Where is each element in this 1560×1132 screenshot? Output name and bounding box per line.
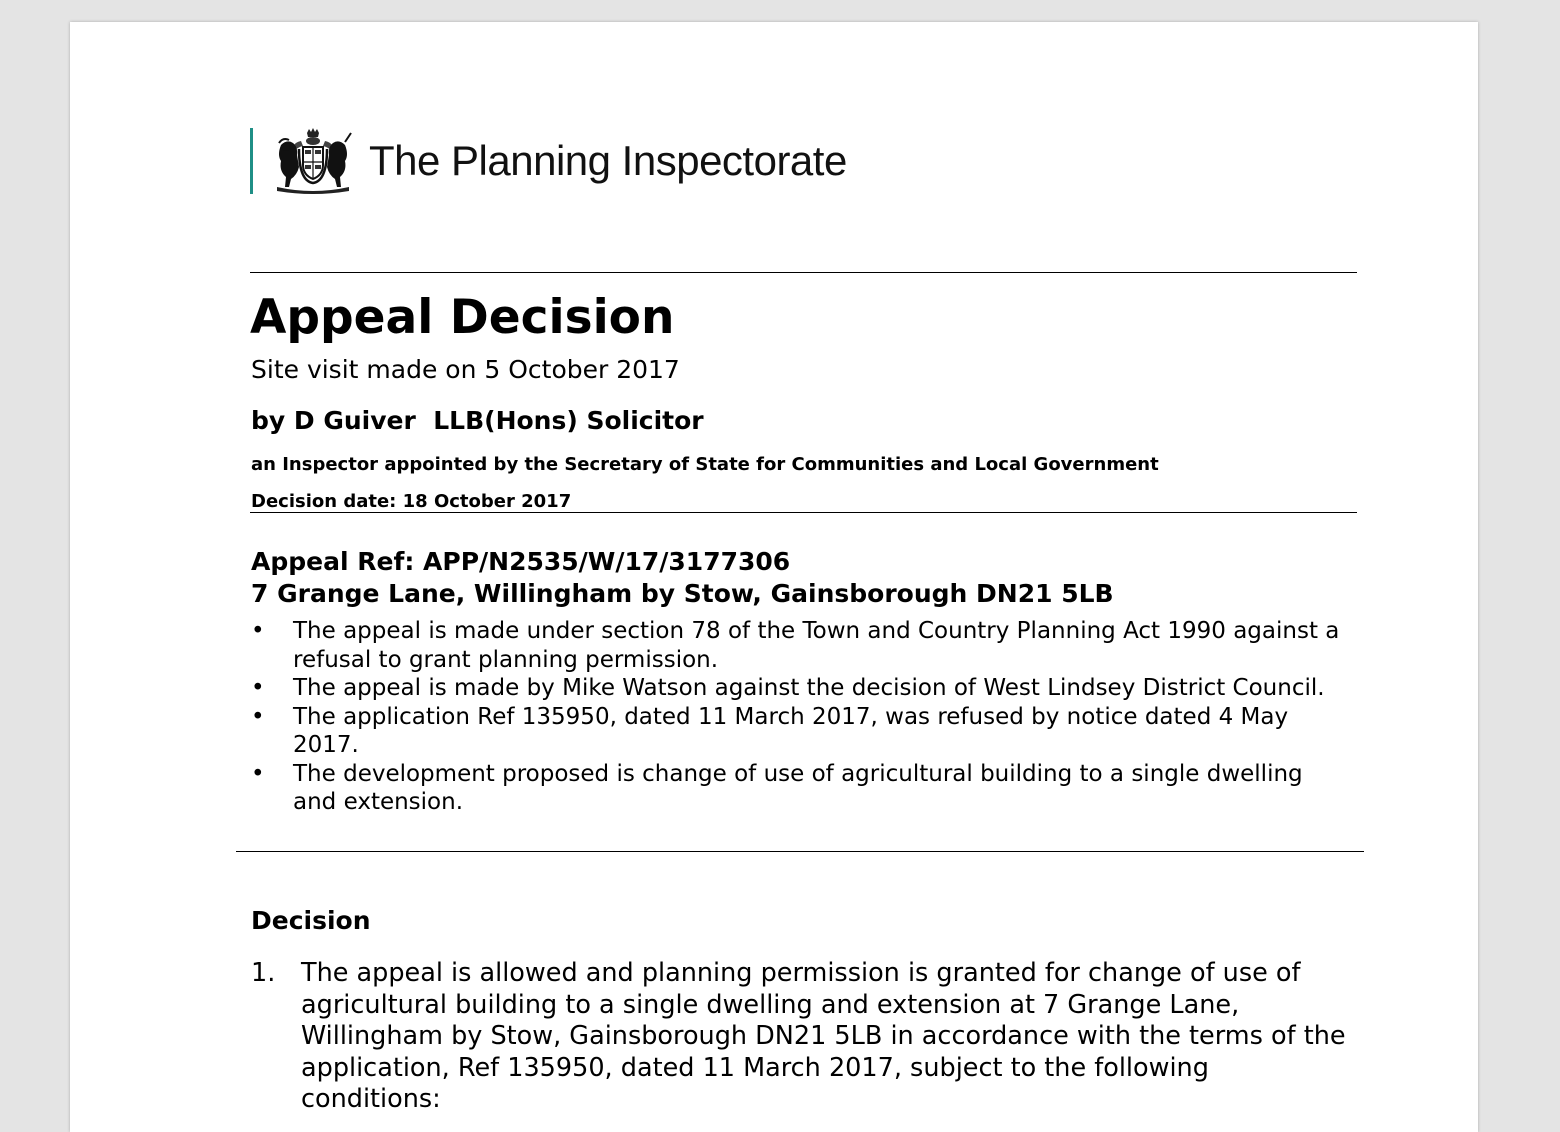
appeal-details-list <box>251 617 1351 817</box>
paragraph-text: The appeal is allowed and planning permission is granted for change of use of agricultural building to a single dwelling and extension at 7 Grange Lane, Willingham by Stow, Gainsborough DN21 5LB in accordance with the terms of the application, Ref 135950, dated 11 March 2017, subject to the following conditions: <box>301 958 1346 1114</box>
planning-inspectorate-logo <box>250 127 847 195</box>
logo-accent-bar <box>250 128 253 194</box>
document-page <box>70 22 1478 1132</box>
header-divider <box>250 512 1357 513</box>
inspector-line: by D Guiver LLB(Hons) Solicitor <box>251 406 704 435</box>
list-item <box>251 760 1351 817</box>
top-divider <box>250 272 1357 273</box>
bullet-icon: • <box>251 760 265 787</box>
bullet-icon: • <box>251 703 265 730</box>
organisation-name: The Planning Inspectorate <box>369 137 847 184</box>
page-title: Appeal Decision <box>250 290 675 345</box>
bullet-icon: • <box>251 618 265 644</box>
paragraph-number: 1. <box>251 958 276 988</box>
list-item-text: The appeal is made by Mike Watson against the decision of West Lindsey District Council. <box>293 675 1325 701</box>
decision-heading: Decision <box>251 906 371 935</box>
summary-divider <box>236 851 1364 852</box>
bullet-icon: • <box>251 675 265 701</box>
appeal-address: 7 Grange Lane, Willingham by Stow, Gainsborough DN21 5LB <box>251 579 1114 608</box>
list-item <box>251 703 1351 760</box>
list-item-text: The appeal is made under section 78 of the Town and Country Planning Act 1990 against a refusal to grant planning permission. <box>293 618 1340 673</box>
site-visit-line: Site visit made on 5 October 2017 <box>251 355 680 384</box>
list-item <box>251 617 1351 674</box>
appeal-ref: Appeal Ref: APP/N2535/W/17/3177306 <box>251 547 791 576</box>
royal-coat-of-arms-icon <box>271 127 355 195</box>
list-item-text: The development proposed is change of use of agricultural building to a single dwelling and extension. <box>293 760 1303 815</box>
decision-paragraph <box>251 958 1351 1116</box>
appointed-by-line: an Inspector appointed by the Secretary of State for Communities and Local Government <box>251 454 1159 475</box>
decision-date: Decision date: 18 October 2017 <box>251 491 572 512</box>
list-item <box>251 674 1351 703</box>
list-item-text: The application Ref 135950, dated 11 March 2017, was refused by notice dated 4 May 2017. <box>293 703 1289 758</box>
appeal-ref-block <box>251 546 1114 610</box>
